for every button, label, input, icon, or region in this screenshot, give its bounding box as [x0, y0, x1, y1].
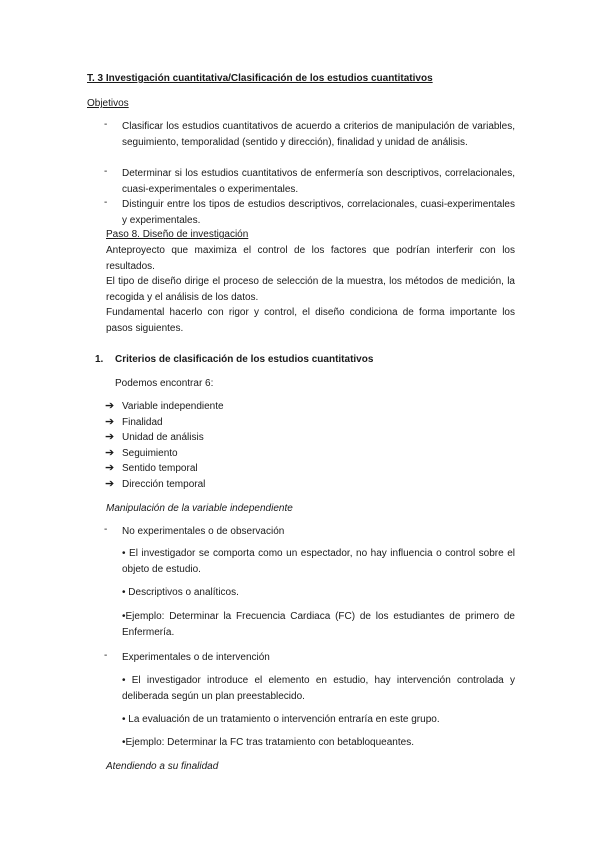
- paragraph: Anteproyecto que maximiza el control de los factores que podrían interferir con los resultados.: [106, 245, 515, 272]
- list-bullet: -: [104, 650, 108, 661]
- list-item: Distinguir entre los tipos de estudios descriptivos, correlacionales, cuasi-experimentales y experimentales.: [122, 199, 515, 226]
- objetivos-heading: Objetivos: [87, 98, 129, 109]
- group-title: No experimentales o de observación: [122, 526, 285, 537]
- sub-point: • La evaluación de un tratamiento o intervención entraría en este grupo.: [122, 714, 440, 725]
- arrow-icon: ➔: [105, 478, 115, 490]
- list-bullet: -: [104, 166, 108, 177]
- list-item: Determinar si los estudios cuantitativos de enfermería son descriptivos, correlacionales, cuasi-experimentales o experimentales.: [122, 168, 515, 195]
- sub-point: • El investigador se comporta como un espectador, no hay influencia o control sobre el objeto de estudio.: [122, 548, 515, 575]
- list-item: Dirección temporal: [122, 479, 206, 490]
- intro-text: Podemos encontrar 6:: [115, 378, 214, 389]
- sub-point: • Descriptivos o analíticos.: [122, 587, 239, 598]
- arrow-icon: ➔: [105, 416, 115, 428]
- subsection-heading: Manipulación de la variable independiente: [106, 503, 293, 514]
- arrow-icon: ➔: [105, 431, 115, 443]
- page-title: T. 3 Investigación cuantitativa/Clasificación de los estudios cuantitativos: [87, 73, 433, 84]
- sub-point: • El investigador introduce el elemento en estudio, hay intervención controlada y deliberada según un plan preestablecido.: [122, 675, 515, 702]
- section-heading: Criterios de clasificación de los estudios cuantitativos: [115, 354, 374, 365]
- list-bullet: -: [104, 119, 108, 130]
- arrow-icon: ➔: [105, 400, 115, 412]
- list-item: Variable independiente: [122, 401, 224, 412]
- arrow-icon: ➔: [105, 462, 115, 474]
- sub-point: •Ejemplo: Determinar la Frecuencia Cardiaca (FC) de los estudiantes de primero de Enfermería.: [122, 611, 515, 638]
- list-bullet: -: [104, 524, 108, 535]
- list-item: Sentido temporal: [122, 463, 198, 474]
- group-title: Experimentales o de intervención: [122, 652, 270, 663]
- paragraph: El tipo de diseño dirige el proceso de selección de la muestra, los métodos de medición, la recogida y el análisis de los datos.: [106, 276, 515, 303]
- list-item: Unidad de análisis: [122, 432, 204, 443]
- list-item: Seguimiento: [122, 448, 178, 459]
- list-item: Finalidad: [122, 417, 163, 428]
- list-bullet: -: [104, 197, 108, 208]
- paragraph: Fundamental hacerlo con rigor y control, el diseño condiciona de forma importante los pasos siguientes.: [106, 307, 515, 334]
- sub-point: •Ejemplo: Determinar la FC tras tratamiento con betabloqueantes.: [122, 737, 414, 748]
- list-item: Clasificar los estudios cuantitativos de acuerdo a criterios de manipulación de variables, seguimiento, temporalidad (sentido y dirección), finalidad y unidad de análisis.: [122, 121, 515, 148]
- section-number: 1.: [95, 354, 104, 365]
- arrow-icon: ➔: [105, 447, 115, 459]
- subsection-heading: Atendiendo a su finalidad: [106, 761, 219, 772]
- paso8-heading: Paso 8. Diseño de investigación: [106, 229, 249, 240]
